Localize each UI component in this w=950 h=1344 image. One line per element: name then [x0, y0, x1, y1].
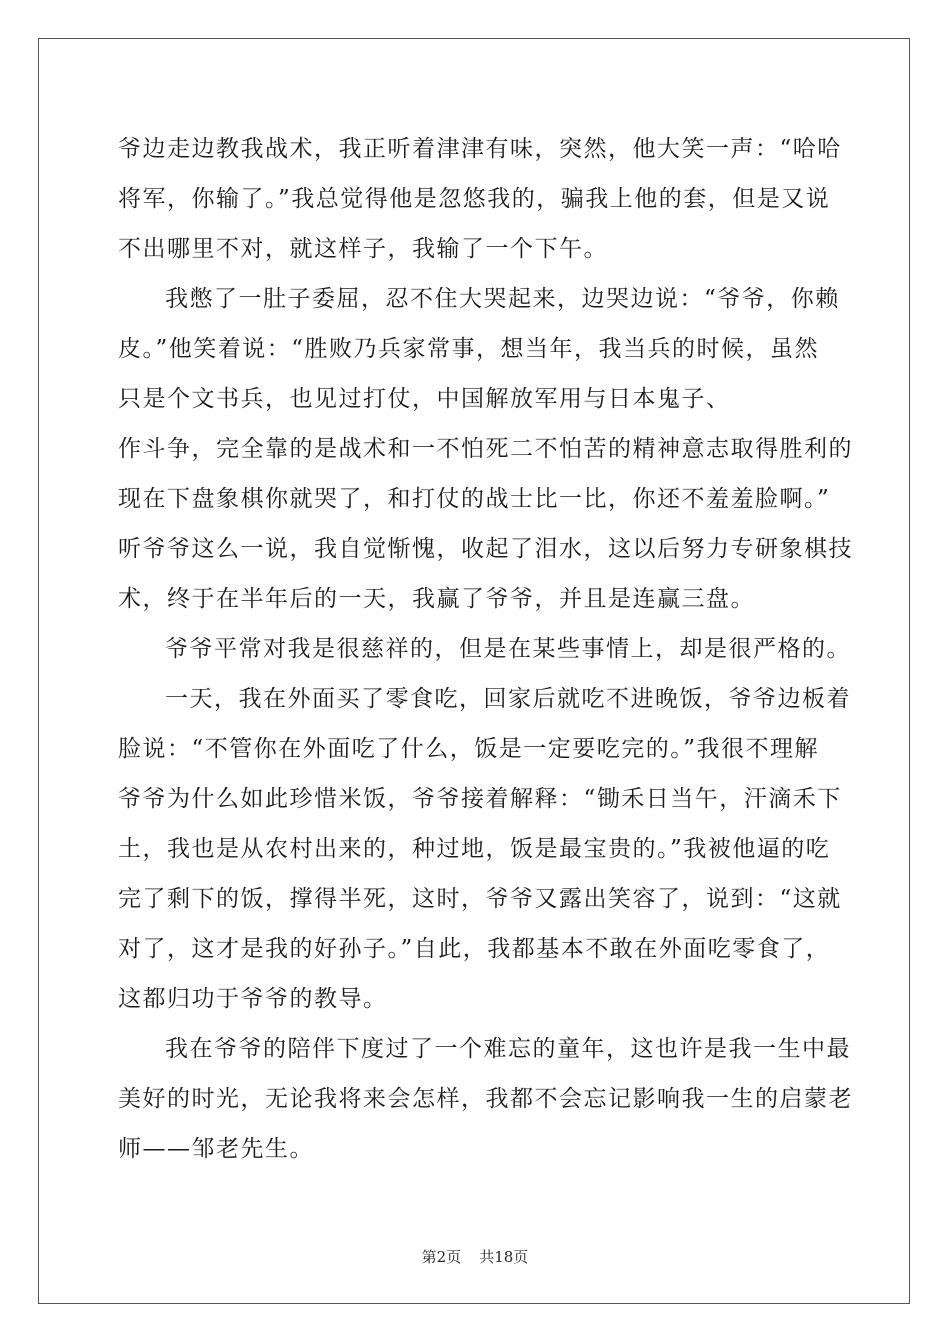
text-line: 术，终于在半年后的一天，我赢了爷爷，并且是连赢三盘。	[118, 586, 755, 612]
text-line: 我憋了一肚子委屈，忍不住大哭起来，边哭边说：“爷爷，你赖	[165, 286, 840, 312]
page-total: 共18页	[479, 1248, 529, 1266]
page-number: 第2页	[421, 1248, 462, 1266]
page-footer	[0, 1246, 950, 1267]
text-line: 将军，你输了。”我总觉得他是忽悠我的，骗我上他的套，但是又说	[118, 186, 831, 212]
text-line: 皮。”他笑着说：“胜败乃兵家常事，想当年，我当兵的时候，虽然	[118, 336, 820, 362]
text-line: 美好的时光，无论我将来会怎样，我都不会忘记影响我一生的启蒙老	[118, 1086, 853, 1112]
text-line: 听爷爷这么一说，我自觉惭愧，收起了泪水，这以后努力专研象棋技	[118, 536, 853, 562]
text-line: 这都归功于爷爷的教导。	[118, 986, 388, 1012]
text-line: 师——邹老先生。	[118, 1136, 314, 1162]
text-line: 脸说：“不管你在外面吃了什么，饭是一定要吃完的。”我很不理解	[118, 736, 820, 762]
text-line: 爷爷平常对我是很慈祥的，但是在某些事情上，却是很严格的。	[165, 636, 851, 662]
text-line: 一天，我在外面买了零食吃，回家后就吃不进晚饭，爷爷边板着	[165, 686, 851, 712]
text-line: 现在下盘象棋你就哭了，和打仗的战士比一比，你还不羞羞脸啊。”	[118, 486, 831, 512]
text-line: 土，我也是从农村出来的，种过地，饭是最宝贵的。”我被他逼的吃	[118, 836, 831, 862]
text-line: 爷爷为什么如此珍惜米饭，爷爷接着解释：“锄禾日当午，汗滴禾下	[118, 786, 842, 812]
text-line: 我在爷爷的陪伴下度过了一个难忘的童年，这也许是我一生中最	[165, 1036, 851, 1062]
text-line: 对了，这才是我的好孙子。”自此，我都基本不敢在外面吃零食了，	[118, 936, 831, 962]
text-line: 只是个文书兵，也见过打仗，中国解放军用与日本鬼子、	[118, 386, 731, 412]
text-line: 不出哪里不对，就这样子，我输了一个下午。	[118, 236, 608, 262]
text-line: 完了剩下的饭，撑得半死，这时，爷爷又露出笑容了，说到：“这就	[118, 886, 842, 912]
text-line: 爷边走边教我战术，我正听着津津有味，突然，他大笑一声：“哈哈	[118, 136, 842, 162]
document-body	[118, 124, 853, 1174]
text-line: 作斗争，完全靠的是战术和一不怕死二不怕苦的精神意志取得胜利的	[118, 436, 853, 462]
